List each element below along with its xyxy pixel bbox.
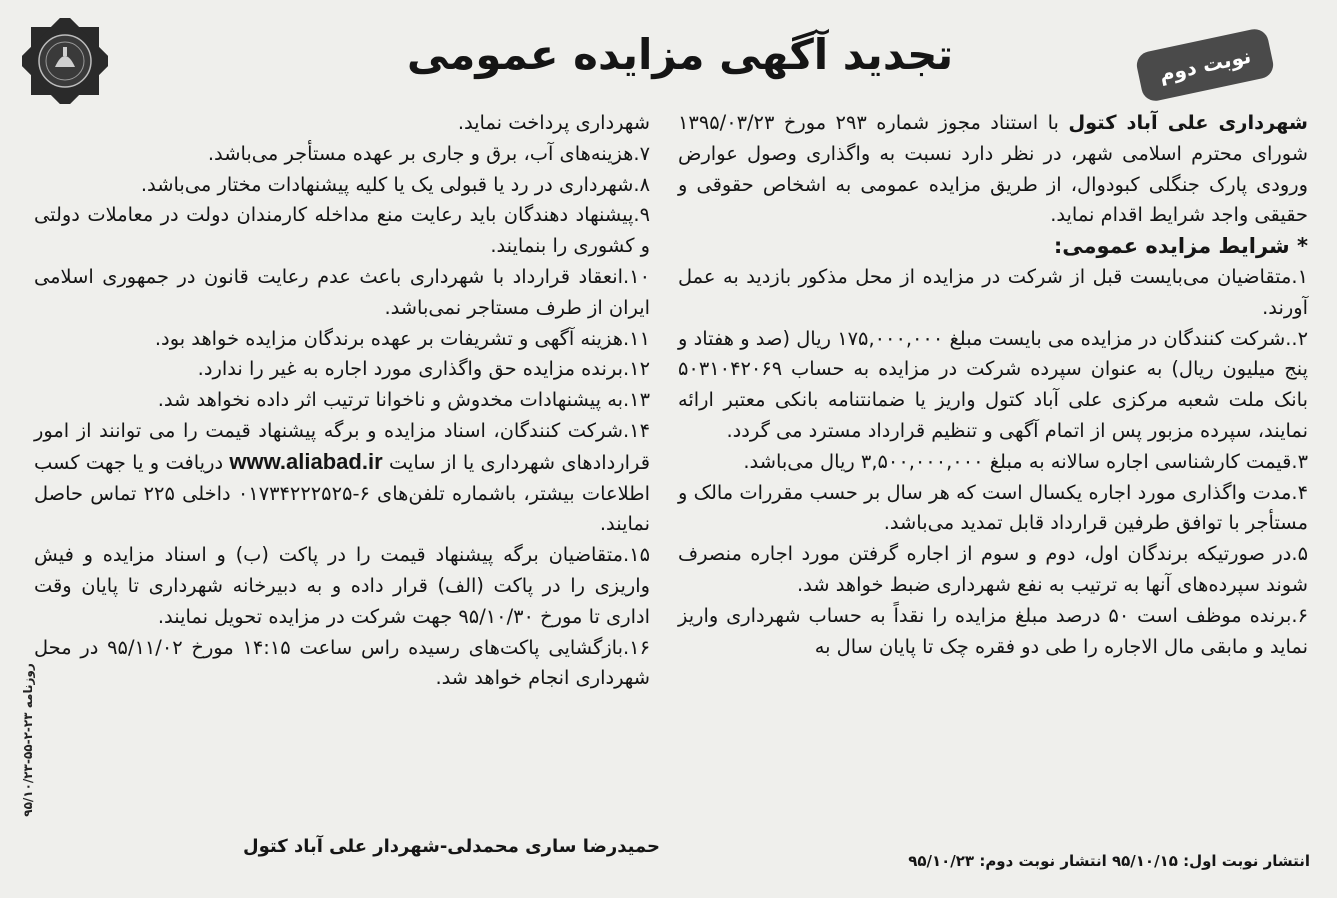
website-link[interactable]: www.aliabad.ir [229,448,383,474]
condition-item: ۳.قیمت کارشناسی اجاره سالانه به مبلغ ۳,۵۰۰,۰۰۰,۰۰۰ ریال می‌باشد. [743,449,1308,473]
condition-item: ۲..شرکت کنندگان در مزایده می بایست مبلغ ۱۷۵,۰۰۰,۰۰۰ ریال (صد و هفتاد و پنج میلیون ریال) به عنوان سپرده شرکت در مزایده به حساب ۵۰۳۱۰۴۲۰۶۹ بانک ملت شعبه مرکزی علی آباد کتول واریز یا ضمانتنامه بانکی معتبر ارائه نمایند، سپرده مزبور پس از اتمام آگهی و تنظیم قرارداد مسترد می گردد. [678,326,1308,442]
condition-item: ۱.متقاضیان می‌بایست قبل از شرکت در مزایده از محل مذکور بازدید به عمل آورند. [678,264,1308,319]
condition-item: ۸.شهرداری در رد یا قبولی یک یا کلیه پیشنهادات مختار می‌باشد. [140,172,650,196]
municipality-emblem [22,18,108,104]
condition-item: ۱۲.برنده مزایده حق واگذاری مورد اجاره به غیر را ندارد. [197,357,650,381]
conditions-heading: * شرایط مزایده عمومی: [1053,234,1308,259]
condition-item: ۵.در صورتیکه برندگان اول، دوم و سوم از اجاره گرفتن مورد اجاره منصرف شوند سپرده‌های آنها به ترتیب به نفع شهرداری ضبط خواهد شد. [678,542,1308,596]
condition-item: ۷.هزینه‌های آب، برق و جاری بر عهده مستأجر می‌باشد. [207,141,650,165]
condition-item: ۱۳.به پیشنهادات مخدوش و ناخوانا ترتیب اثر داده نخواهد شد. [157,388,650,412]
item14-text-before: ۱۴.شرکت کنندگان، اسناد مزایده و برگه پیشنهاد قیمت را می توانند از امور قراردادهای شهرداری یا از سایت [34,418,651,474]
condition-item: ۱۱.هزینه آگهی و تشریفات بر عهده برندگان مزایده خواهد بود. [154,326,650,350]
page-title: تجدید آگهی مزایده عمومی [406,30,954,79]
condition-item-14 [34,416,650,540]
condition-item: ۹.پیشنهاد دهندگان باید رعایت منع مداخله کارمندان دولت در معاملات دولتی و کشوری را بنمایند. [34,203,650,258]
publication-round-badge: نوبت دوم [1134,27,1275,104]
condition-item: ۱۵.متقاضیان برگه پیشنهاد قیمت را در پاکت (ب) و اسناد مزایده و فیش واریزی را در پاکت (الف) قرار داده و به دبیرخانه شهرداری تا پایان وقت اداری تا مورخ ۹۵/۱۰/۳۰ جهت شرکت در مزایده تحویل نمایند. [34,543,650,628]
condition-item: ۱۶.بازگشایی پاکت‌های رسیده راس ساعت ۱۴:۱۵ مورخ ۹۵/۱۱/۰۲ در محل شهرداری انجام خواهد شد. [34,635,650,690]
item14-text-after: دریافت و یا جهت کسب اطلاعات بیشتر، باشماره تلفن‌های ۶-۰۱۷۳۴۲۲۲۵۲۵ داخلی ۲۲۵ تماس حاصل نمایند. [34,450,650,536]
condition-continuation: شهرداری پرداخت نماید. [457,111,650,134]
mayor-signature: حمیدرضا ساری محمدلی-شهردار علی آباد کتول [242,836,660,857]
condition-item: ۴.مدت واگذاری مورد اجاره یکسال است که هر سال بر حسب مقررات مالک و مستأجر با توافق طرفین قرارداد قابل تمدید می‌باشد. [678,480,1308,535]
intro-text: با استناد مجوز شماره ۲۹۳ مورخ ۱۳۹۵/۰۳/۲۳ شورای محترم اسلامی شهر، در نظر دارد نسبت به واگذاری وصول عوارض ورودی پارک جنگلی کبودوال، از طریق مزایده عمومی به اشخاص حقوقی و حقیقی واجد شرایط اقدام نماید. [678,111,1308,227]
left-column [34,108,650,694]
newspaper-reference: روزنامه ۲۳-۲-۵۵-۹۵/۱۰/۲۳ [21,663,35,817]
condition-item: ۱۰.انعقاد قرارداد با شهرداری باعث عدم رعایت قانون در جمهوری اسلامی ایران از طرف مستاجر نمی‌باشد. [34,264,650,319]
intro-paragraph [678,108,1308,231]
condition-item: ۶.برنده موظف است ۵۰ درصد مبلغ مزایده را نقداً به حساب شهرداری واریز نماید و مابقی مال الاجاره را طی دو فقره چک تا پایان سال به [678,603,1308,658]
publication-dates: انتشار نوبت اول: ۹۵/۱۰/۱۵ انتشار نوبت دوم: ۹۵/۱۰/۲۳ [908,852,1310,870]
organization-name: شهرداری علی آباد کتول [1068,111,1308,134]
right-column [678,108,1308,662]
